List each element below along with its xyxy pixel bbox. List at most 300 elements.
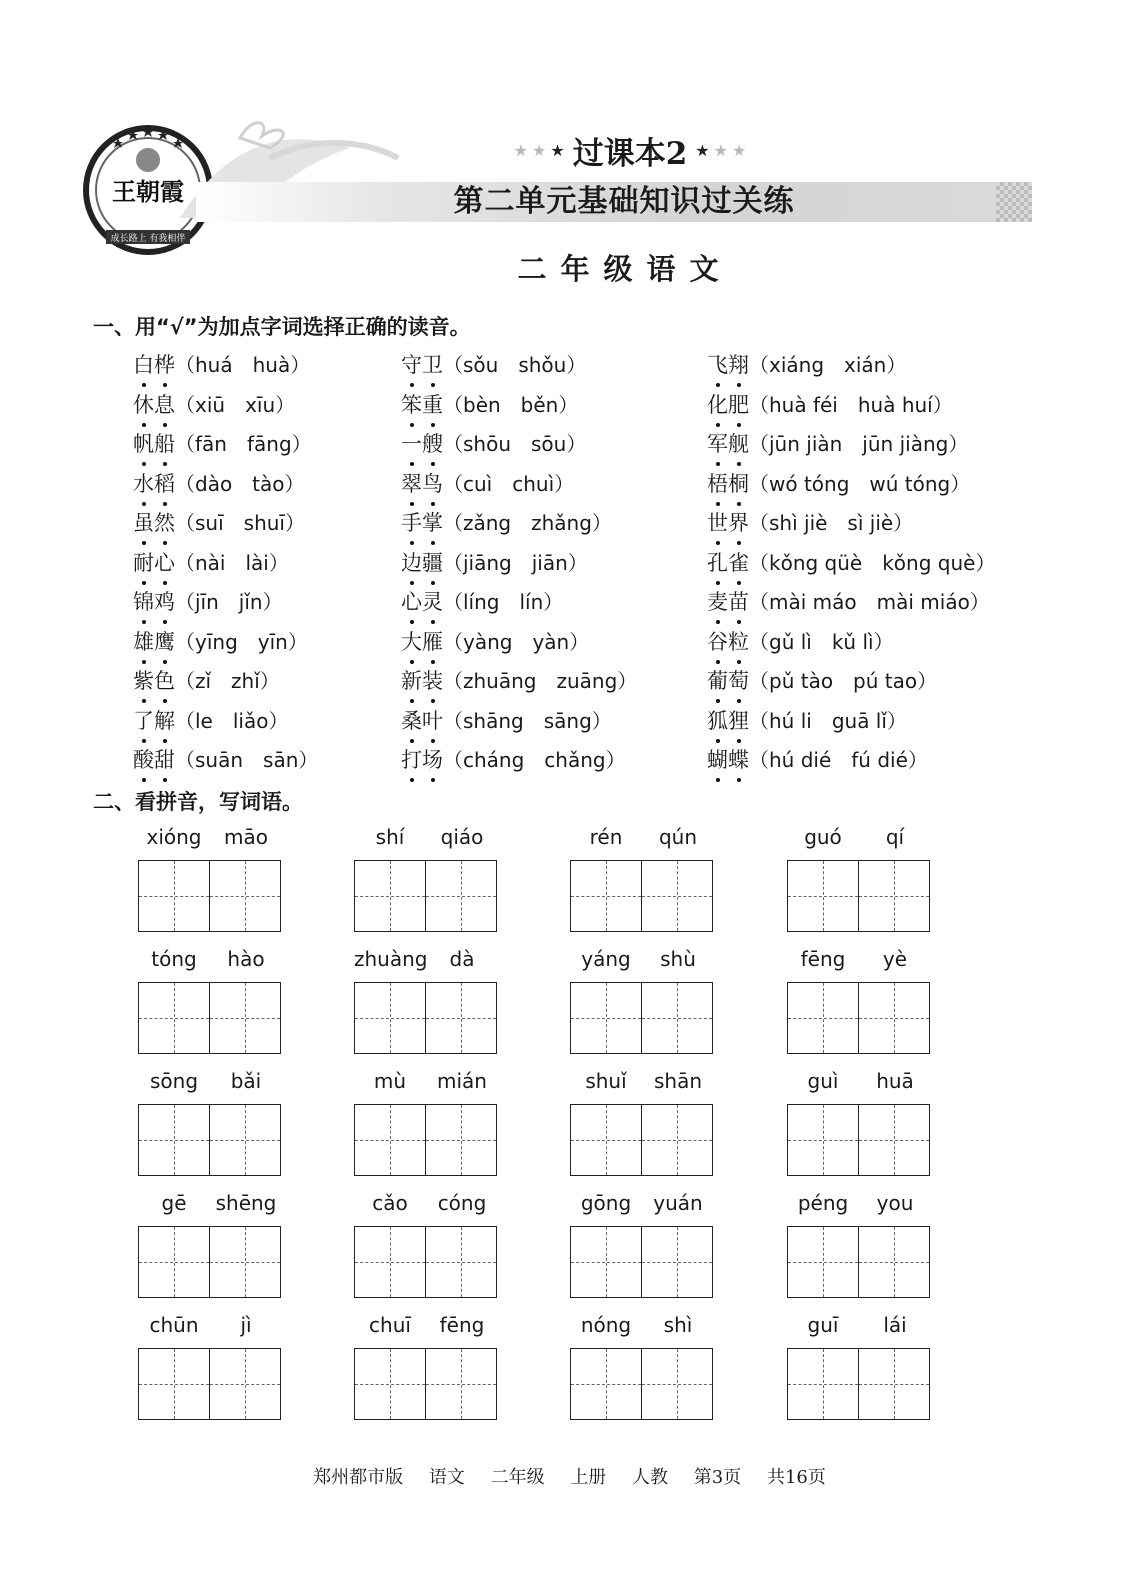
star-icon: ★ [550,140,565,160]
star-icon: ★ [532,140,547,160]
subject-title: 二年级语文 [517,252,733,286]
dotted-character: 蝶 [728,745,749,775]
tianzige-boxes [138,982,282,1054]
dotted-character: 心 [154,548,175,578]
pinyin-choice-item [401,350,586,380]
item-pinyin-options[interactable]: （shōu sōu） [443,432,587,456]
item-word [401,353,443,377]
dotted-character: 孔 [707,548,728,578]
pinyin-choice-item [401,627,589,657]
writing-box[interactable] [426,1226,497,1298]
pinyin-choice-item [707,469,970,499]
item-pinyin-options[interactable]: （suī shuī） [175,511,305,535]
dotted-character: 一 [401,429,422,459]
footer-subject: 语文 [428,1467,465,1488]
dotted-character: 飞 [707,350,728,380]
pinyin-choice-item [401,706,612,736]
dotted-character: 船 [154,429,175,459]
dotted-character: 雀 [728,548,749,578]
pinyin-syllable: gōng [580,1191,632,1215]
pinyin-label [787,1191,931,1219]
pinyin-label [570,1069,714,1097]
tianzige-boxes [787,982,931,1054]
pinyin-syllable: gē [161,1191,187,1215]
dotted-character: 锦 [133,587,154,617]
item-pinyin-options[interactable]: （nài lài） [175,550,289,575]
pinyin-syllable: xióng [146,825,202,849]
dotted-character: 装 [422,666,443,696]
page-footer [0,1463,1139,1489]
tianzige-boxes [787,1226,931,1298]
dotted-character: 麦 [707,587,728,617]
item-word [401,630,443,654]
pinyin-syllable: jì [240,1313,252,1337]
pinyin-syllable: dà [449,947,475,971]
item-word [133,393,175,417]
dotted-character: 鸡 [154,587,175,617]
writing-box[interactable] [570,860,642,932]
word-writing-item [138,1069,282,1097]
dotted-character: 休 [133,390,154,420]
writing-box[interactable] [138,1104,210,1176]
dotted-character: 水 [133,469,154,499]
pinyin-syllable: shí [375,825,405,849]
dotted-character: 解 [154,706,175,736]
writing-box[interactable] [642,1348,713,1420]
word-writing-item [354,1313,498,1341]
writing-box[interactable] [570,1226,642,1298]
word-writing-item [570,825,714,853]
item-pinyin-options[interactable]: （sǒu shǒu） [443,353,587,377]
star-icon: ★ [695,140,710,160]
item-word [133,353,175,377]
pinyin-syllable: qiáo [440,825,484,849]
item-word [707,669,749,693]
pinyin-syllable: mù [373,1069,407,1093]
item-pinyin-options[interactable]: （shì jiè sì jiè） [749,511,914,535]
dotted-character: 梧 [707,469,728,499]
dotted-character: 鹰 [154,627,175,657]
pinyin-syllable: guì [807,1069,839,1093]
tianzige-boxes [787,860,931,932]
section1-heading: 一、用“√”为加点字词选择正确的读音。 [93,315,471,339]
dotted-character: 蝴 [707,745,728,775]
item-pinyin-options[interactable]: （le liǎo） [175,708,289,733]
item-pinyin-options[interactable]: （dào tào） [175,471,305,496]
writing-box[interactable] [570,1348,642,1420]
tianzige-boxes [354,1348,498,1420]
pinyin-syllable: rén [589,825,623,849]
pinyin-label [354,947,498,975]
writing-box[interactable] [787,1226,859,1298]
footer-page: 第3页 [693,1467,742,1488]
item-word [133,511,175,535]
tianzige-boxes [354,1226,498,1298]
item-pinyin-options[interactable]: （zǎng zhǎng） [443,511,612,535]
pinyin-syllable: shēng [215,1191,277,1215]
pinyin-label [570,1313,714,1341]
writing-box[interactable] [426,982,497,1054]
dotted-character: 叶 [422,706,443,736]
pinyin-label [138,947,282,975]
dotted-character: 狸 [728,706,749,736]
item-word [401,551,443,575]
pinyin-syllable: yáng [581,947,631,971]
item-word [401,511,443,535]
word-writing-item [354,1069,498,1097]
dotted-character: 灵 [422,587,443,617]
item-word [401,590,443,614]
pinyin-label [138,1191,282,1219]
dotted-character: 帆 [133,429,154,459]
item-pinyin-options[interactable]: （fān fāng） [175,432,312,456]
word-writing-item [138,1313,282,1341]
banner-checker-pattern [996,182,1032,222]
page-title: 第二单元基础知识过关练 [453,184,795,219]
writing-box[interactable] [354,860,426,932]
pinyin-choice-item [133,469,305,499]
logo-slogan: 成长路上 有我相伴 [110,234,186,244]
pinyin-label [138,1313,282,1341]
dotted-character: 卫 [422,350,443,380]
item-word [707,551,749,575]
writing-box[interactable] [859,982,930,1054]
dotted-character: 翔 [728,350,749,380]
word-writing-item [138,1191,282,1219]
word-writing-item [787,1069,931,1097]
writing-box[interactable] [138,1226,210,1298]
item-pinyin-options[interactable]: （yīng yīn） [175,629,308,654]
pinyin-syllable: shān [653,1069,703,1093]
series-heading [430,128,830,172]
dotted-character: 萄 [728,666,749,696]
word-writing-item [138,947,282,975]
dotted-character: 雁 [422,627,443,657]
item-pinyin-options[interactable]: （shāng sāng） [443,708,612,733]
writing-box[interactable] [859,1226,930,1298]
item-word [401,432,443,456]
item-word [133,709,175,733]
writing-box[interactable] [642,860,713,932]
dotted-character: 重 [422,390,443,420]
dotted-character: 化 [707,390,728,420]
word-writing-item [138,825,282,853]
writing-box[interactable] [787,1104,859,1176]
dotted-character: 场 [422,745,443,775]
pinyin-choice-item [401,666,637,696]
dotted-character: 舰 [728,429,749,459]
writing-box[interactable] [210,1104,281,1176]
dotted-character: 然 [154,508,175,538]
dotted-character: 粒 [728,627,749,657]
pinyin-label [354,1191,498,1219]
writing-box[interactable] [354,982,426,1054]
writing-box[interactable] [354,1226,426,1298]
pinyin-label [354,825,498,853]
dotted-character: 息 [154,390,175,420]
dotted-character: 桑 [401,706,422,736]
word-writing-item [570,947,714,975]
tianzige-boxes [138,1226,282,1298]
item-word [707,590,749,614]
tianzige-boxes [570,1348,714,1420]
item-pinyin-options[interactable]: （líng lín） [443,590,564,614]
pinyin-syllable: shuǐ [585,1069,627,1093]
pinyin-label [787,825,931,853]
tianzige-boxes [354,860,498,932]
tianzige-boxes [787,1348,931,1420]
pinyin-syllable: fēng [800,947,846,971]
item-word [401,393,443,417]
item-pinyin-options[interactable]: （wó tóng wú tóng） [749,471,971,496]
item-word [707,630,749,654]
pinyin-syllable: chuī [369,1313,411,1337]
pinyin-label [354,1313,498,1341]
pinyin-label [570,947,714,975]
pinyin-syllable: shì [663,1313,693,1337]
pinyin-choice-item [707,390,953,420]
pinyin-syllable: tóng [151,947,197,971]
pinyin-syllable: yuán [653,1191,703,1215]
dotted-character: 苗 [728,587,749,617]
tianzige-boxes [787,1104,931,1176]
writing-box[interactable] [138,1348,210,1420]
dotted-character: 肥 [728,390,749,420]
writing-box[interactable] [354,1348,426,1420]
writing-box[interactable] [426,860,497,932]
item-word [401,669,443,693]
pinyin-choice-item [401,469,574,499]
pinyin-choice-item [133,429,312,459]
item-pinyin-options[interactable]: （kǒng qüè kǒng què） [749,550,996,575]
dotted-character: 守 [401,350,422,380]
item-word [707,709,749,733]
item-pinyin-options[interactable]: （cháng chǎng） [443,748,626,772]
footer-edition: 郑州都市版 [313,1467,404,1488]
pinyin-choice-item [707,429,968,459]
dotted-character: 大 [401,627,422,657]
dotted-character: 边 [401,548,422,578]
star-icon: ★ [513,140,529,160]
pinyin-syllable: nóng [580,1313,632,1337]
tianzige-boxes [570,860,714,932]
tianzige-boxes [570,1104,714,1176]
item-pinyin-options[interactable]: （suān sān） [175,748,319,772]
item-pinyin-options[interactable]: （gǔ lì kǔ lì） [749,629,894,654]
pinyin-choice-item [133,666,280,696]
pinyin-syllable: cǎo [372,1191,408,1215]
dotted-character: 心 [401,587,422,617]
pinyin-syllable: lái [883,1313,907,1337]
item-pinyin-options[interactable]: （xiáng xián） [749,353,907,377]
footer-total: 共16页 [766,1467,826,1488]
tianzige-boxes [570,982,714,1054]
pinyin-syllable: mián [437,1069,487,1093]
star-icon: ★ [731,140,747,160]
writing-box[interactable] [426,1348,497,1420]
item-word [401,472,443,496]
dotted-character: 艘 [422,429,443,459]
item-pinyin-options[interactable]: （huà féi huà huí） [749,392,953,417]
writing-box[interactable] [642,982,713,1054]
item-word [707,353,749,377]
dotted-character: 世 [707,508,728,538]
pinyin-syllable: péng [797,1191,849,1215]
pinyin-syllable: guó [804,825,842,849]
dotted-character: 葡 [707,666,728,696]
writing-box[interactable] [787,1348,859,1420]
pinyin-choice-item [401,429,586,459]
pinyin-syllable: sōng [149,1069,199,1093]
writing-box[interactable] [210,982,281,1054]
dotted-character: 白 [133,350,154,380]
pinyin-syllable: bǎi [230,1069,262,1093]
item-pinyin-options[interactable]: （zǐ zhǐ） [175,669,280,693]
item-word [133,630,175,654]
pinyin-syllable: cóng [437,1191,487,1215]
writing-box[interactable] [642,1226,713,1298]
tianzige-boxes [570,1226,714,1298]
item-pinyin-options[interactable]: （jūn jiàn jūn jiàng） [749,432,969,456]
pinyin-choice-item [133,390,295,420]
item-pinyin-options[interactable]: （jiāng jiān） [443,550,588,575]
pinyin-choice-item [133,745,318,775]
dotted-character: 谷 [707,627,728,657]
writing-box[interactable] [210,1226,281,1298]
pinyin-syllable: guī [807,1313,839,1337]
tianzige-boxes [138,1348,282,1420]
pinyin-choice-item [707,627,894,657]
tianzige-boxes [138,1104,282,1176]
pinyin-choice-item [401,548,588,578]
writing-box[interactable] [210,1348,281,1420]
writing-box[interactable] [570,982,642,1054]
writing-box[interactable] [138,982,210,1054]
writing-box[interactable] [859,1348,930,1420]
pinyin-label [570,1191,714,1219]
item-pinyin-options[interactable]: （zhuāng zuāng） [443,669,638,693]
dotted-character: 酸 [133,745,154,775]
pinyin-label [354,1069,498,1097]
dotted-character: 虽 [133,508,154,538]
item-pinyin-options[interactable]: （yàng yàn） [443,629,590,654]
pinyin-syllable: qí [885,825,905,849]
item-pinyin-options[interactable]: （pǔ tào pú tao） [749,669,938,693]
pinyin-syllable: fēng [439,1313,485,1337]
dotted-character: 鸟 [422,469,443,499]
word-writing-item [787,825,931,853]
pinyin-syllable: qún [658,825,698,849]
item-pinyin-options[interactable]: （bèn běn） [443,392,579,417]
dotted-character: 界 [728,508,749,538]
item-word [707,432,749,456]
item-word [133,432,175,456]
word-writing-item [354,825,498,853]
pinyin-choice-item [401,745,626,775]
word-writing-item [570,1069,714,1097]
item-word [707,472,749,496]
dotted-character: 笨 [401,390,422,420]
item-pinyin-options[interactable]: （hú li guā lǐ） [749,708,907,733]
footer-volume: 上册 [570,1467,607,1488]
writing-box[interactable] [426,1104,497,1176]
writing-box[interactable] [787,982,859,1054]
tianzige-boxes [354,982,498,1054]
dotted-character: 翠 [401,469,422,499]
item-word [133,590,175,614]
pinyin-choice-item [133,350,310,380]
dotted-character: 新 [401,666,422,696]
word-writing-item [570,1313,714,1341]
pinyin-syllable: shù [660,947,696,971]
pinyin-label [787,1069,931,1097]
pinyin-choice-item [707,666,937,696]
item-word [707,511,749,535]
pinyin-choice-item [401,587,563,617]
pinyin-choice-item [707,548,995,578]
item-pinyin-options[interactable]: （huá huà） [175,353,311,377]
pinyin-choice-item [707,508,913,538]
series-title: 过课本2 [572,135,688,172]
word-writing-item [787,1313,931,1341]
dotted-character: 狐 [707,706,728,736]
pinyin-label [138,825,282,853]
writing-box[interactable] [210,860,281,932]
writing-box[interactable] [859,1104,930,1176]
pinyin-syllable: huā [876,1069,914,1093]
pinyin-label [787,947,931,975]
item-pinyin-options[interactable]: （jīn jǐn） [175,590,283,614]
title-banner [196,182,1032,222]
item-word [133,472,175,496]
word-writing-item [787,947,931,975]
pinyin-label [570,825,714,853]
dotted-character: 雄 [133,627,154,657]
writing-box[interactable] [642,1104,713,1176]
item-pinyin-options[interactable]: （xiū xīu） [175,392,296,417]
dotted-character: 打 [401,745,422,775]
dotted-character: 军 [707,429,728,459]
writing-box[interactable] [354,1104,426,1176]
item-pinyin-options[interactable]: （hú dié fú dié） [749,748,928,772]
tianzige-boxes [138,860,282,932]
section2-heading: 二、看拼音，写词语。 [93,790,303,814]
writing-box[interactable] [138,860,210,932]
pinyin-choice-item [133,706,288,736]
item-word [401,709,443,733]
item-pinyin-options[interactable]: （mài máo mài miáo） [749,590,990,614]
footer-publisher: 人教 [632,1467,669,1488]
writing-box[interactable] [859,860,930,932]
logo-text: 王朝霞 [112,177,184,206]
dotted-character: 疆 [422,548,443,578]
dotted-character: 稻 [154,469,175,499]
pinyin-syllable: chūn [149,1313,199,1337]
word-writing-item [354,1191,498,1219]
pinyin-choice-item [401,390,578,420]
dotted-character: 色 [154,666,175,696]
pinyin-syllable: zhuàng [354,947,428,971]
pinyin-syllable: yè [882,947,908,971]
pinyin-choice-item [707,350,906,380]
pinyin-choice-item [133,627,308,657]
pinyin-choice-item [707,706,907,736]
writing-box[interactable] [787,860,859,932]
dotted-character: 桦 [154,350,175,380]
dotted-character: 耐 [133,548,154,578]
item-pinyin-options[interactable]: （cuì chuì） [443,471,575,496]
writing-box[interactable] [570,1104,642,1176]
